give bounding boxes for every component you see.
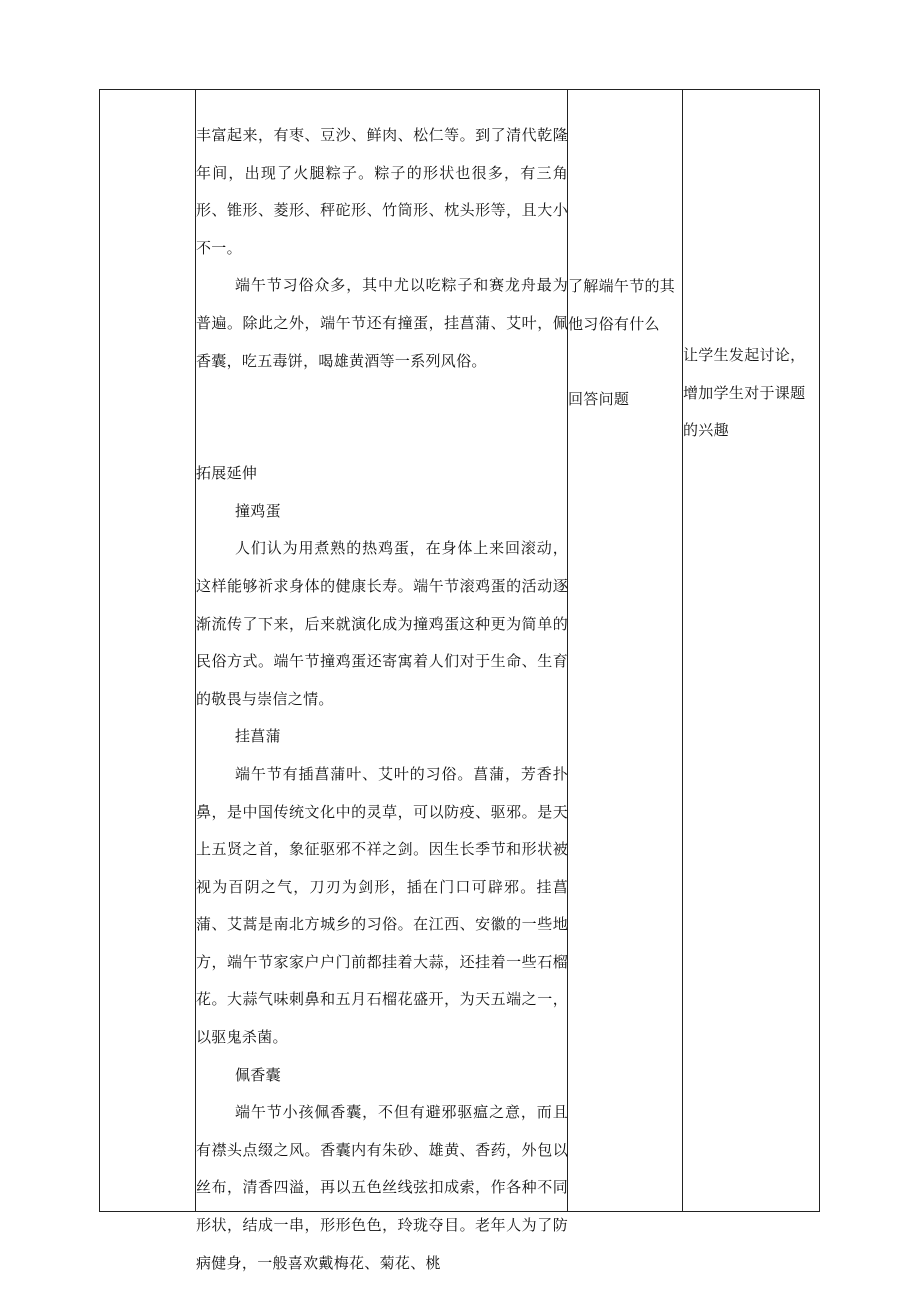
column-divider-3 [682, 89, 683, 1212]
design-intent-cell [683, 337, 818, 450]
student-response-text: 回答问题 [568, 389, 630, 408]
customs-paragraph: 端午节习俗众多，其中尤以吃粽子和赛龙舟最为普遍。除此之外，端午节还有撞蛋，挂菖蒲、艾叶，佩香囊，吃五毒饼，喝雄黄酒等一系列风俗。 [196, 276, 568, 370]
intro-paragraph: 丰富起来，有枣、豆沙、鲜肉、松仁等。到了清代乾隆年间，出现了火腿粽子。粽子的形状也很多，有三角形、锥形、菱形、秤砣形、竹筒形、枕头形等，且大小不一。 [196, 126, 568, 257]
design-intent-text: 让学生发起讨论，增加学生对于课题的兴趣 [683, 346, 806, 440]
section-body-calamus: 端午节有插菖蒲叶、艾叶的习俗。菖蒲，芳香扑鼻，是中国传统文化中的灵草，可以防疫、驱邪。是天上五贤之首，象征驱邪不祥之剑。因生长季节和形状被视为百阴之气，刀刃为剑形，插在门口可辟邪。挂菖蒲、艾蒿是南北方城乡的习俗。在江西、安徽的一些地方，端午节家家户户门前都挂着大蒜，还挂着一些石榴花。大蒜气味刺鼻和五月石榴花盛开，为天五端之一，以驱鬼杀菌。 [196, 764, 568, 1047]
content-spacer [196, 380, 568, 455]
student-activity-cell [568, 268, 680, 418]
teaching-content-cell [196, 117, 568, 1282]
section-body-egg: 人们认为用煮熟的热鸡蛋，在身体上来回滚动，这样能够祈求身体的健康长寿。端午节滚鸡蛋的活动逐渐流传了下来，后来就演化成为撞鸡蛋这种更为简单的民俗方式。端午节撞鸡蛋还寄寓着人们对于生命、生育的敬畏与崇信之情。 [196, 539, 568, 708]
student-activity-text: 了解端午节的其他习俗有什么 [568, 277, 676, 333]
section-title-egg: 撞鸡蛋 [235, 501, 281, 520]
section-body-sachet: 端午节小孩佩香囊，不但有避邪驱瘟之意，而且有襟头点缀之风。香囊内有朱砂、雄黄、香药，外包以丝布，清香四溢，再以五色丝线弦扣成索，作各种不同形状，结成一串，形形色色，玲珑夺目。老年人为了防病健身，一般喜欢戴梅花、菊花、桃 [196, 1103, 568, 1272]
student-gap [568, 343, 680, 381]
extension-heading: 拓展延伸 [196, 464, 258, 483]
section-title-calamus: 挂菖蒲 [235, 727, 281, 746]
section-title-sachet: 佩香囊 [235, 1065, 281, 1084]
